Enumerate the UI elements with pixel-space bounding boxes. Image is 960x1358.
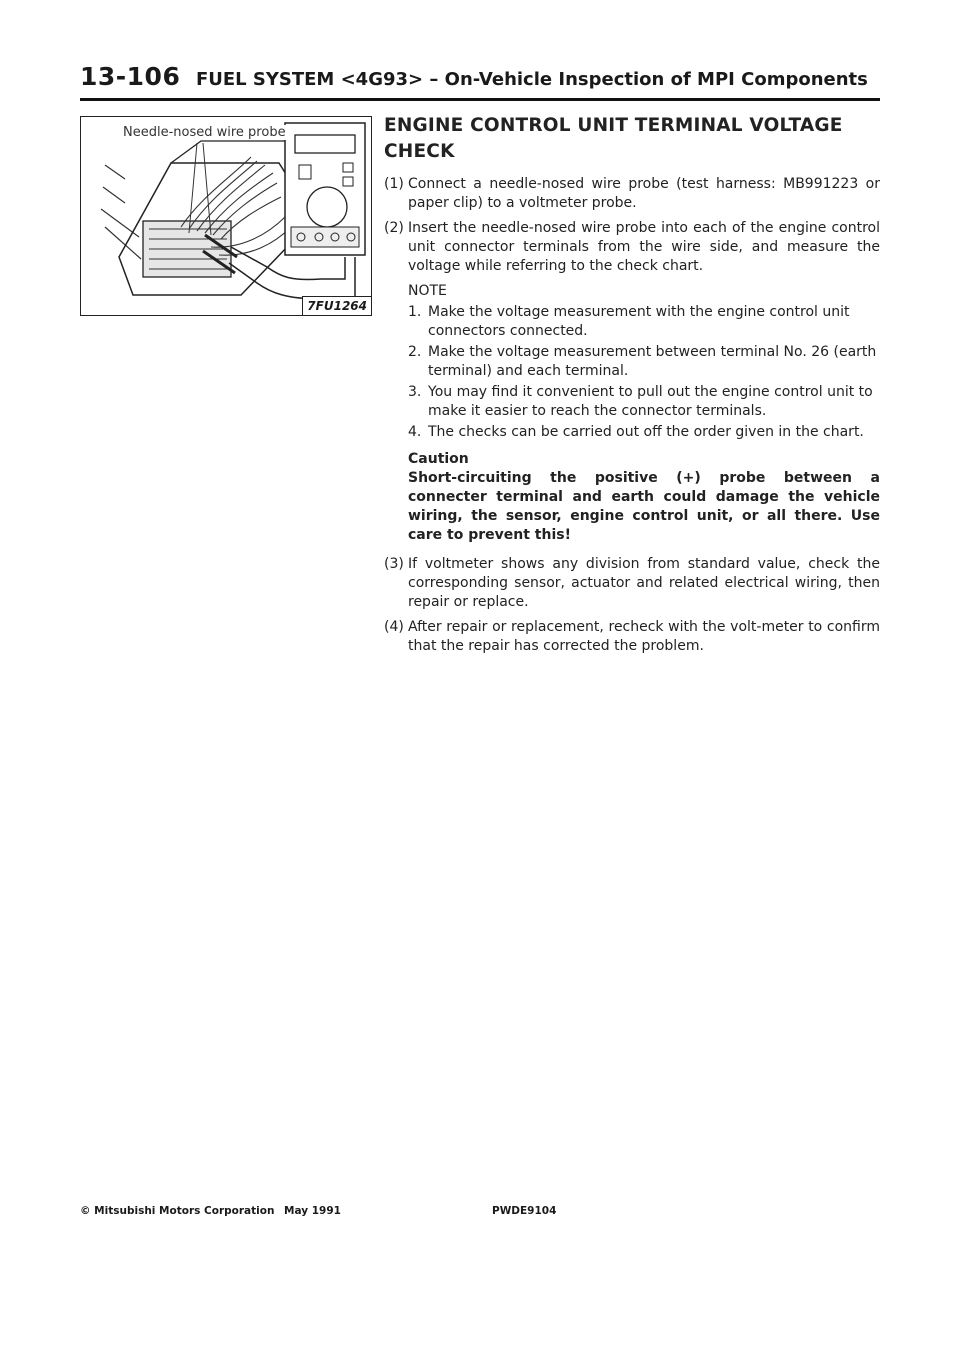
step-2 [384,219,880,276]
caution-text: Short-circuiting the positive (+) probe between a connecter terminal and earth could damage the vehicle wiring, the sensor, engine control unit, or all there. Use care to prevent this! [408,470,880,543]
note-item [408,383,880,421]
note-text: Make the voltage measurement between terminal No. 26 (earth terminal) and each terminal. [428,344,877,379]
note-text: Make the voltage measurement with the engine control unit connectors connected. [428,304,850,339]
footer-copyright: © Mitsubishi Motors Corporation [80,1205,275,1217]
step-text: Connect a needle-nosed wire probe (test harness: MB991223 or paper clip) to a voltmeter probe. [408,176,880,211]
main-content [384,113,880,662]
footer-code: PWDE9104 [492,1205,557,1217]
page-number: 13-106 [80,62,181,91]
note-block [408,282,880,442]
step-text: If voltmeter shows any division from standard value, check the corresponding sensor, actuator and related electrical wiring, then repair or replace. [408,556,880,610]
note-item [408,303,880,341]
note-number: 3. [408,384,422,400]
note-number: 4. [408,424,422,440]
note-number: 1. [408,304,422,320]
note-title: NOTE [408,283,447,299]
footer-date: May 1991 [284,1205,341,1217]
step-number: (2) [384,220,404,236]
page-header [80,62,880,101]
note-text: The checks can be carried out off the order given in the chart. [428,424,864,440]
note-text: You may find it convenient to pull out the engine control unit to make it easier to reach the connector terminals. [428,384,873,419]
caution-title: Caution [408,451,469,467]
note-item [408,343,880,381]
ecu-voltmeter-drawing [81,117,372,316]
figure-label: Needle-nosed wire probe [123,125,286,140]
step-number: (4) [384,619,404,635]
section-title: ENGINE CONTROL UNIT TERMINAL VOLTAGE CHECK [384,115,843,162]
step-3 [384,555,880,612]
step-text: After repair or replacement, recheck with the volt-meter to confirm that the repair has corrected the problem. [408,619,880,654]
probe-illustration [80,116,372,316]
caution-block [408,450,880,545]
step-text: Insert the needle-nosed wire probe into each of the engine control unit connector terminals from the wire side, and measure the voltage while referring to the check chart. [408,220,880,274]
step-number: (3) [384,556,404,572]
note-number: 2. [408,344,422,360]
note-item [408,423,880,442]
page-footer [80,1205,880,1225]
step-4 [384,618,880,656]
figure-code: 7FU1264 [302,296,371,315]
header-title: FUEL SYSTEM <4G93> – On-Vehicle Inspection of MPI Components [195,69,868,90]
step-number: (1) [384,176,404,192]
step-1 [384,175,880,213]
